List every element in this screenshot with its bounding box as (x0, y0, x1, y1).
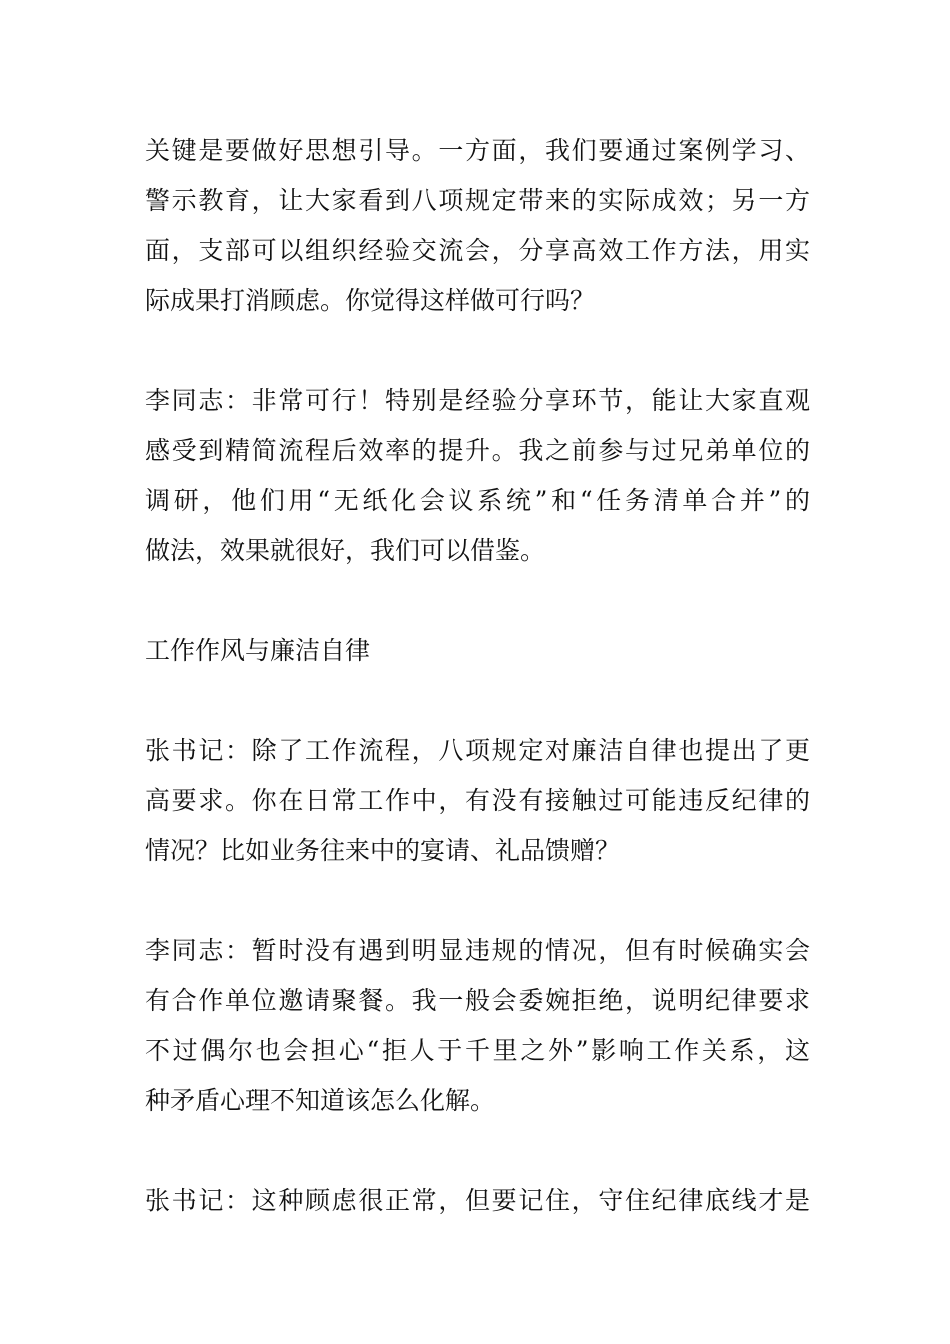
text-line: 面，支部可以组织经验交流会，分享高效工作方法，用实 (145, 236, 810, 265)
text-line: 李同志：暂时没有遇到明显违规的情况，但有时候确实会 (145, 936, 810, 965)
text-line: 情况？比如业务往来中的宴请、礼品馈赠？ (145, 836, 621, 865)
text-line: 警示教育，让大家看到八项规定带来的实际成效；另一方 (145, 186, 810, 215)
text-line: 感受到精简流程后效率的提升。我之前参与过兄弟单位的 (145, 436, 810, 465)
text-line: 不过偶尔也会担心“拒人于千里之外”影响工作关系，这 (145, 1036, 810, 1065)
section-heading (145, 626, 810, 676)
text-line: 张书记：除了工作流程，八项规定对廉洁自律也提出了更 (145, 736, 810, 765)
text-line: 李同志：非常可行！特别是经验分享环节，能让大家直观 (145, 386, 810, 415)
text-line: 有合作单位邀请聚餐。我一般会委婉拒绝，说明纪律要求 (145, 986, 810, 1015)
paragraph-li-reply-1 (145, 376, 810, 576)
section-heading-text: 工作作风与廉洁自律 (145, 636, 371, 665)
text-line: 关键是要做好思想引导。一方面，我们要通过案例学习、 (145, 136, 810, 165)
text-line: 高要求。你在日常工作中，有没有接触过可能违反纪律的 (145, 786, 810, 815)
text-line: 种矛盾心理不知道该怎么化解。 (145, 1086, 496, 1115)
text-line: 做法，效果就很好，我们可以借鉴。 (145, 536, 546, 565)
paragraph-guidance (145, 126, 810, 326)
paragraph-zhang-question (145, 726, 810, 876)
text-line: 调研，他们用“无纸化会议系统”和“任务清单合并”的 (145, 486, 810, 515)
document-body (145, 126, 810, 1276)
paragraph-zhang-reply (145, 1176, 810, 1226)
text-line: 张书记：这种顾虑很正常，但要记住，守住纪律底线才是 (145, 1186, 810, 1215)
text-line: 际成果打消顾虑。你觉得这样做可行吗？ (145, 286, 596, 315)
paragraph-li-reply-2 (145, 926, 810, 1126)
